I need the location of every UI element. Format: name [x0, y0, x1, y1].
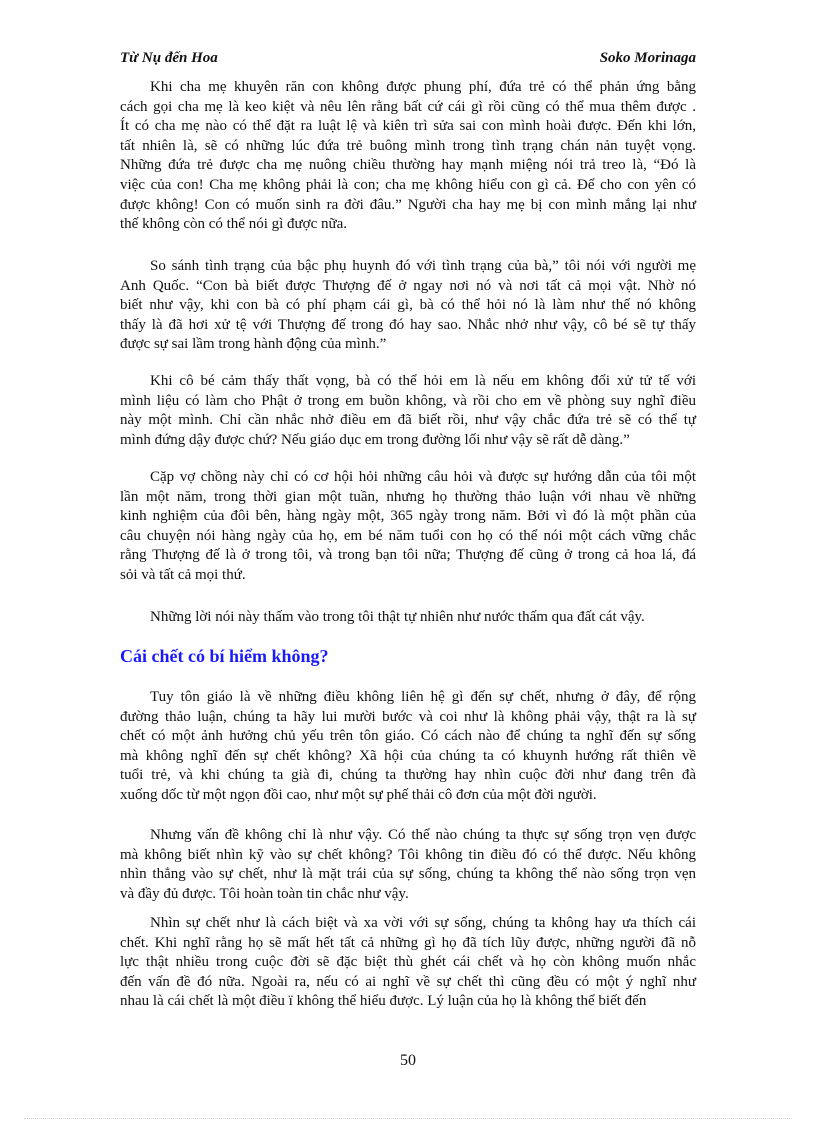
paragraph: [120, 78, 696, 235]
text-line: Nhưng vấn đề không chỉ là như vậy. Có thể nào chúng ta thực sự sống trọn vẹn được: [150, 827, 696, 843]
paragraph: [120, 608, 696, 628]
text-line: xuống dốc từ một ngọn đồi cao, như một sự phế thải cô đơn của một đời người.: [120, 786, 597, 803]
running-header-title: Từ Nụ đến Hoa: [120, 50, 218, 66]
text-line: nhìn thẳng vào sự chết, như là mặt trái của sự sống, chúng ta không thể nào sống trọn vẹn: [120, 866, 696, 883]
paragraph: [120, 826, 696, 904]
paragraph: [120, 468, 696, 586]
text-line: biết như vậy, khi con bà có phí phạm cái gì, bà có thể hỏi nó là làm như thế nó không: [120, 297, 696, 314]
text-line: Cặp vợ chồng này chỉ có cơ hội hỏi những câu hỏi và được sự hướng dẫn của tôi một: [150, 469, 696, 485]
text-line: mà không nghĩ đến sự chết không? Xã hội của chúng ta có khuynh hướng rất thiên về: [120, 747, 696, 764]
text-line: chết. Khi nghĩ rằng họ sẽ mất hết tất cả những gì họ đã tích lũy được, những người đã nỗ: [120, 934, 696, 951]
running-header-author: Soko Morinaga: [599, 50, 696, 66]
section-heading: Cái chết có bí hiểm không?: [120, 646, 329, 666]
text-line: mình liệu có làm cho Phật ở trong em buồn không, và rồi cho em về phòng suy nghĩ điều: [120, 392, 696, 409]
paragraph: [120, 688, 696, 806]
text-line: lực thật nhiều trong cuộc đời sẽ đặc biệt thù ghét cái chết và họ còn không muốn nhắc: [120, 954, 696, 971]
text-line: lần một năm, trong thời gian một tuần, nhưng họ thường thảo luận với nhau về những: [120, 488, 696, 505]
text-line: rằng Thượng đế là ở trong tôi, và trong bạn tôi nữa; Thượng đế cũng ở trong cả hoa lá, đá: [120, 547, 696, 564]
text-line: Tuy tôn giáo là về những điều không liên hệ gì đến sự chết, nhưng ở đây, để rộng: [150, 689, 696, 705]
text-line: Những lời nói này thấm vào trong tôi thật tự nhiên như nước thấm qua đất cát vậy.: [150, 609, 645, 625]
paragraph: [120, 914, 696, 1012]
text-line: mình đứng dậy được chứ? Nếu giáo dục em trong đường lối như vậy sẽ rất dễ dàng.”: [120, 431, 630, 448]
page-number: 50: [400, 1052, 416, 1069]
text-line: Khi cô bé cảm thấy thất vọng, bà có thể hỏi em là nếu em không đối xử tử tế với: [150, 373, 696, 389]
paragraph: [120, 372, 696, 450]
text-line: được không! Con có muốn sinh ra đời đâu.” Người cha hay mẹ bị con mình mắng lại như: [120, 196, 696, 213]
text-line: So sánh tình trạng của bậc phụ huynh đó với tình trạng của bà,” tôi nói với người mẹ: [150, 258, 696, 274]
text-line: câu chuyện nói hàng ngày của họ, em bé năm tuổi con họ có thể nói một cách vững chắc: [120, 527, 696, 544]
text-line: tuổi trẻ, và khi chúng ta già đi, chúng ta thường hay nhìn cuộc đời như đang trên đà: [120, 767, 696, 784]
page-boundary-divider: [24, 1118, 792, 1119]
text-line: Những đứa trẻ được cha mẹ nuông chiều thường hay mạnh miệng nói trả treo là, “Đó là: [120, 157, 696, 174]
text-line: sỏi và tất cả mọi thứ.: [120, 566, 246, 583]
text-line: cách gọi cha mẹ là keo kiệt và nêu lên rằng bất cứ cái gì rồi cũng có thể mua thêm được .: [120, 98, 696, 115]
text-line: mà không biết nhìn kỹ vào sự chết không? Tôi không tin điều đó có thể được. Nếu không: [120, 846, 696, 863]
text-line: Ít có cha mẹ nào có thể đặt ra luật lệ và kiên trì sửa sai con mình hoài được. Đến khi lớn,: [120, 118, 696, 135]
text-line: đến vấn đề đó nữa. Ngoài ra, nếu có ai nghĩ về sự chết thì cũng đều có một ý nghĩ như: [120, 973, 696, 990]
paragraph: [120, 257, 696, 355]
text-line: được sự sai lầm trong hành động của mình.”: [120, 336, 387, 353]
text-line: việc của con! Cha mẹ không phải là con; cha mẹ không hiểu con gì cả. Để cho con yên có: [120, 176, 696, 193]
text-line: thế không còn có thể nói gì được nữa.: [120, 216, 348, 233]
text-line: kinh nghiệm của đôi bên, hàng ngày một, 365 ngày trong năm. Bởi vì đó là một phần của: [120, 508, 696, 525]
text-line: Nhìn sự chết như là cách biệt và xa vời với sự sống, chúng ta không hay ưa thích cái: [150, 915, 696, 931]
text-line: thấy là đã hơi xử tệ với Thượng đế trong đó hay sao. Nhắc nhở như vậy, cô bé sẽ tự thấy: [120, 316, 696, 333]
text-line: đường thảo luận, chúng ta hãy lui mười bước và coi như là không phải vậy, thật ra là sự: [120, 708, 696, 725]
text-line: này một mình. Chỉ cần nhắc nhở điều em đã biết rồi, như vậy chắc đứa trẻ sẽ có thể tự: [120, 412, 696, 429]
text-line: tất nhiên là, sẽ có những lúc đứa trẻ buông mình trong tình trạng chán nản tuyệt vọng.: [120, 137, 696, 154]
text-line: và đầy đủ được. Tôi hoàn toàn tin chắc như vậy.: [120, 885, 409, 902]
text-line: Khi cha mẹ khuyên răn con không được phung phí, đứa trẻ có thể phản ứng bằng: [150, 79, 696, 95]
text-line: nhau là cái chết là một điều ï không thể hiểu được. Lý luận của họ là không thể biết đến: [120, 993, 647, 1010]
text-line: chết có một ảnh hưởng chủ yếu trên tôn giáo. Có cách nào để chúng ta nghĩ đến sự sống: [120, 728, 696, 745]
text-line: Anh Quốc. “Con bà biết được Thượng đế ở ngay nơi nó và nơi tất cả mọi vật. Nhờ nó: [120, 277, 696, 294]
